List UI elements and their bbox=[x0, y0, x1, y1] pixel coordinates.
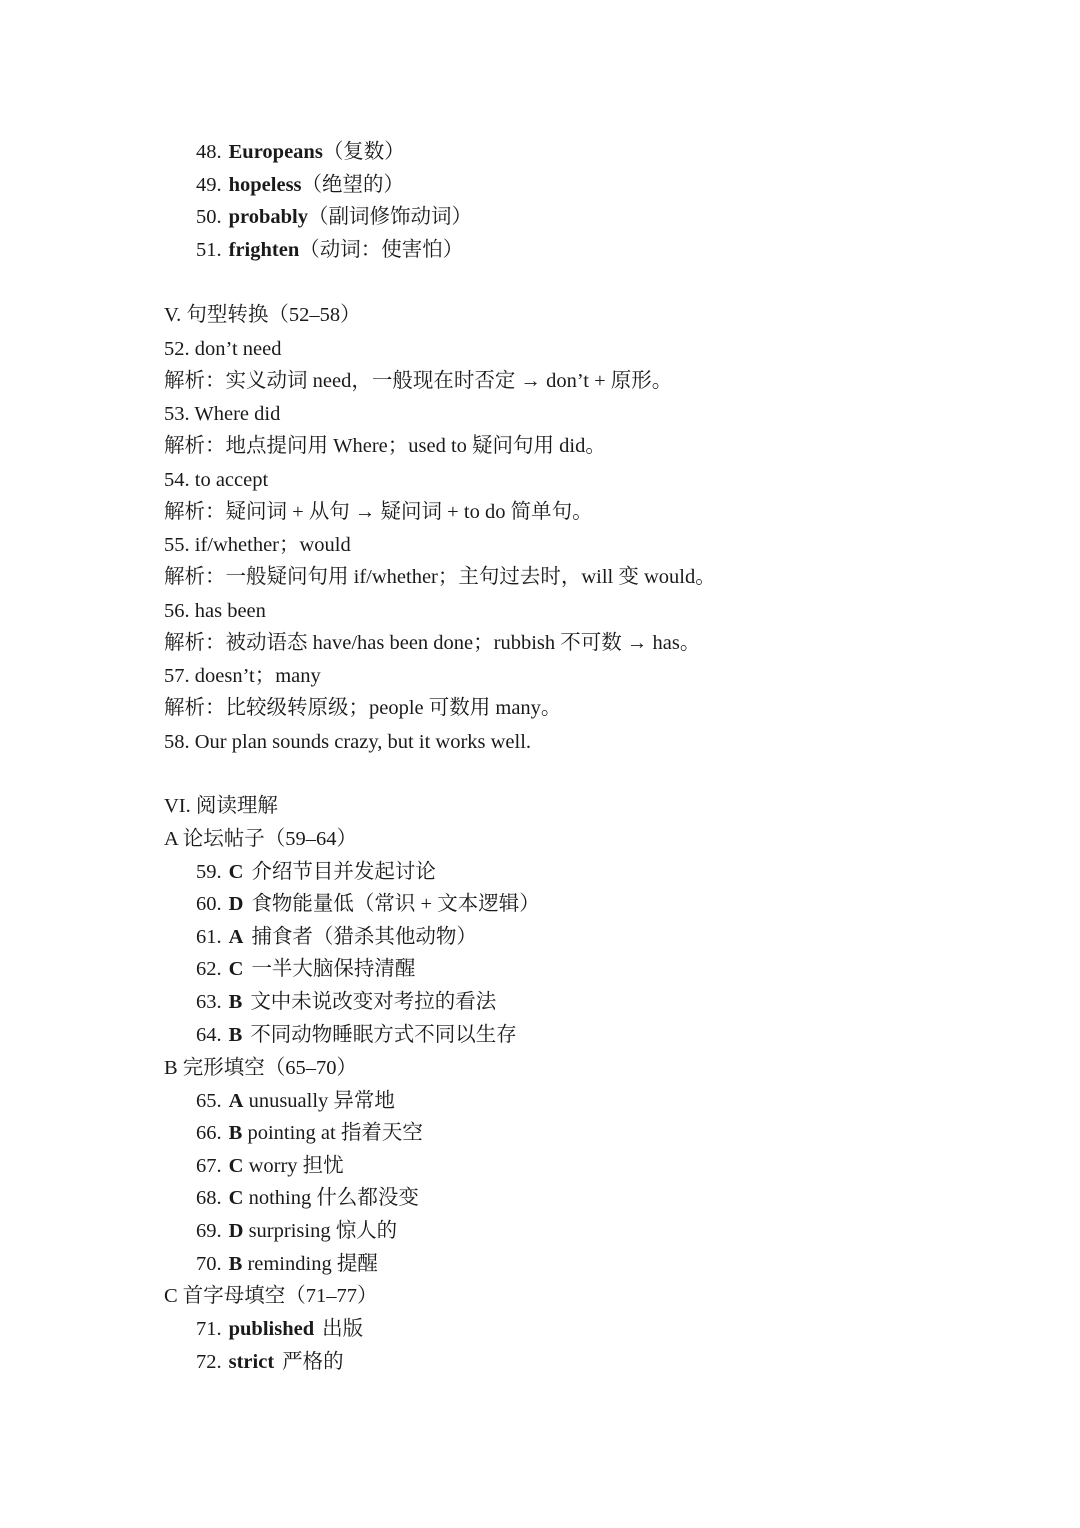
part-heading-a: A 论坛帖子（59–64） bbox=[164, 828, 358, 850]
answer-item-67: 67. C worry 担忧 bbox=[196, 1155, 344, 1177]
answer-item-55: 55. if/whether；would bbox=[164, 534, 351, 556]
answer-item-66: 66. B pointing at 指着天空 bbox=[196, 1122, 423, 1144]
answer-item-62: 62. C 一半大脑保持清醒 bbox=[196, 958, 416, 980]
analysis-56: 解析：被动语态 have/has been done；rubbish 不可数 → has。 bbox=[164, 632, 701, 654]
answer-item-69: 69. D surprising 惊人的 bbox=[196, 1220, 398, 1242]
answer-item-49: 49. hopeless（绝望的） bbox=[196, 174, 405, 196]
answer-item-71: 71. published 出版 bbox=[196, 1318, 364, 1340]
answer-item-65: 65. A unusually 异常地 bbox=[196, 1090, 395, 1112]
answer-item-72: 72. strict 严格的 bbox=[196, 1351, 344, 1373]
answer-item-53: 53. Where did bbox=[164, 403, 281, 425]
analysis-57: 解析：比较级转原级；people 可数用 many。 bbox=[164, 697, 562, 719]
answer-item-64: 64. B 不同动物睡眠方式不同以生存 bbox=[196, 1024, 517, 1046]
part-heading-c: C 首字母填空（71–77） bbox=[164, 1285, 378, 1307]
answer-item-70: 70. B reminding 提醒 bbox=[196, 1253, 378, 1275]
answer-item-57: 57. doesn’t；many bbox=[164, 665, 321, 687]
analysis-54: 解析：疑问词 + 从句 → 疑问词 + to do 简单句。 bbox=[164, 501, 593, 523]
analysis-53: 解析：地点提问用 Where；used to 疑问句用 did。 bbox=[164, 435, 606, 457]
answer-item-54: 54. to accept bbox=[164, 469, 269, 491]
answer-item-59: 59. C 介绍节目并发起讨论 bbox=[196, 861, 436, 883]
part-heading-b: B 完形填空（65–70） bbox=[164, 1057, 358, 1079]
answer-item-68: 68. C nothing 什么都没变 bbox=[196, 1187, 419, 1209]
answer-item-48: 48. Europeans（复数） bbox=[196, 141, 405, 163]
answer-item-56: 56. has been bbox=[164, 600, 266, 622]
answer-item-50: 50. probably（副词修饰动词） bbox=[196, 206, 473, 228]
answer-item-63: 63. B 文中未说改变对考拉的看法 bbox=[196, 991, 497, 1013]
answer-item-61: 61. A 捕食者（猎杀其他动物） bbox=[196, 926, 477, 948]
section-heading-v: V. 句型转换（52–58） bbox=[164, 304, 361, 326]
answer-item-58: 58. Our plan sounds crazy, but it works well. bbox=[164, 731, 532, 753]
answer-item-60: 60. D 食物能量低（常识 + 文本逻辑） bbox=[196, 893, 540, 915]
answer-item-52: 52. don’t need bbox=[164, 338, 282, 360]
analysis-55: 解析：一般疑问句用 if/whether；主句过去时，will 变 would。 bbox=[164, 566, 716, 588]
analysis-52: 解析：实义动词 need，一般现在时否定 → don’t + 原形。 bbox=[164, 370, 673, 392]
answer-item-51: 51. frighten（动词：使害怕） bbox=[196, 239, 464, 261]
section-heading-vi: VI. 阅读理解 bbox=[164, 795, 278, 817]
